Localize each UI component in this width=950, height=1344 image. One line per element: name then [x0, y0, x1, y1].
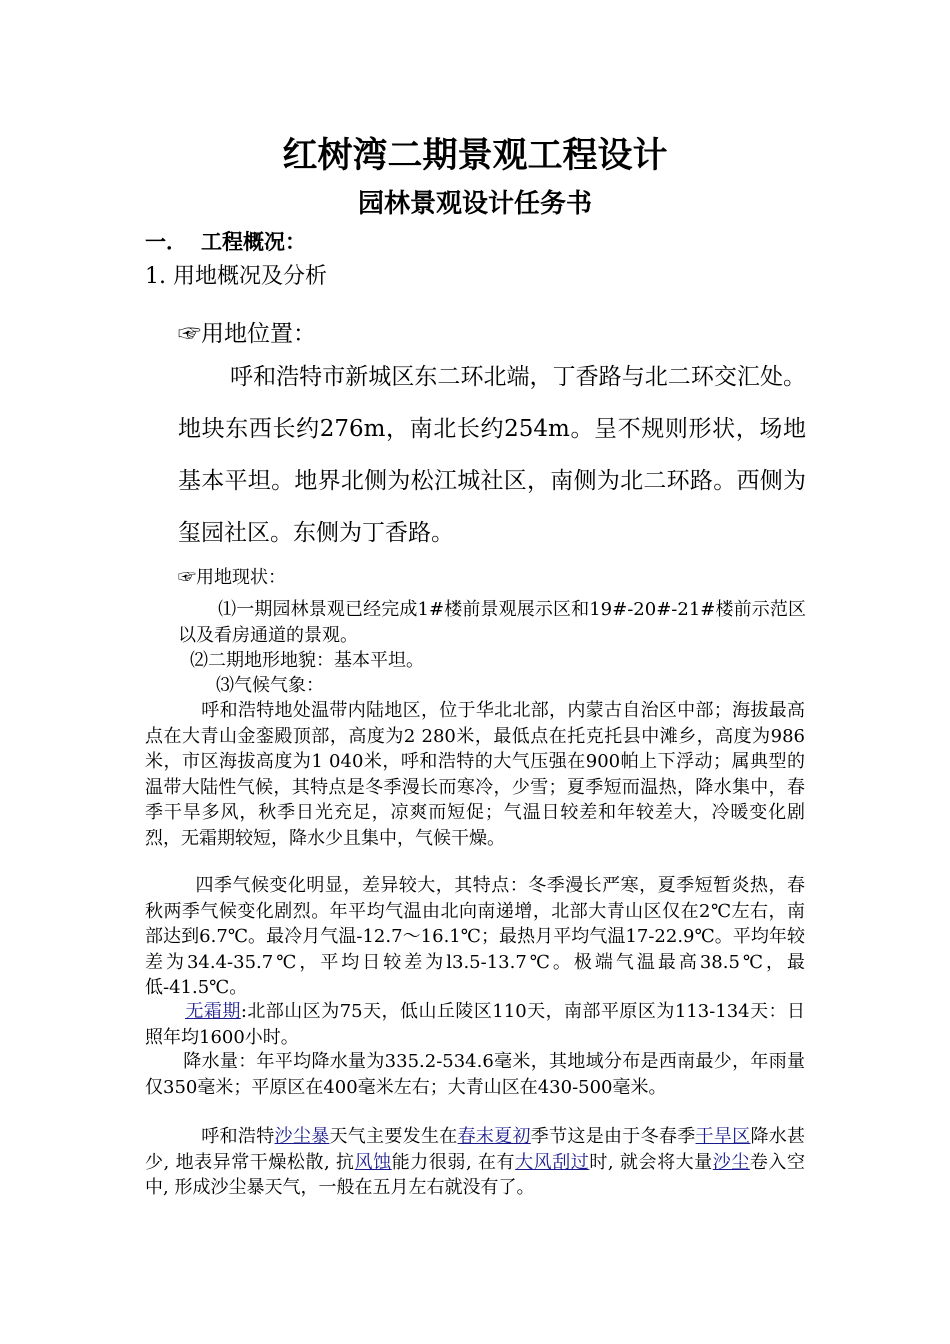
- location-heading-label: 用地位置：: [201, 321, 316, 347]
- subsection-heading: 1. 用地概况及分析: [145, 264, 327, 289]
- section-number: 一．: [145, 230, 187, 254]
- location-heading: [178, 315, 316, 348]
- sand-text-1: 呼和浩特: [201, 1126, 275, 1147]
- document-title: 红树湾二期景观工程设计: [282, 136, 668, 176]
- sand-text-6: 时, 就会将大量: [589, 1151, 713, 1173]
- pointing-hand-icon: ☞: [178, 321, 201, 347]
- frost-paragraph: [145, 999, 805, 1050]
- rainfall-text: 降水量：年平均降水量为335.2-534.6毫米，其地域分布是西南最少，年雨量仅350毫米；平原区在400毫米左右；大青山区在430-500毫米。: [145, 1051, 805, 1098]
- location-paragraph: [178, 351, 806, 559]
- section-heading: [145, 226, 306, 256]
- document-subtitle: 园林景观设计任务书: [357, 189, 592, 219]
- rainfall-paragraph: [145, 1049, 805, 1100]
- climate-text-2: 四季气候变化明显，差异较大，其特点：冬季漫长严寒，夏季短暂炎热，春秋两季气候变化剧烈。年平均气温由北向南递增，北部大青山区仅在2℃左右，南部达到6.7℃。最冷月气温-12.7～16.1℃；最热月平均气温17-22.9℃。平均年较差为34.4-35.7℃，平均日较差为l3.5-13.7℃。极端气温最高38.5℃，最低-41.5℃。: [145, 875, 805, 998]
- status-item-2: ⑵二期地形地貌：基本平坦。: [190, 650, 424, 671]
- strong-wind-link[interactable]: 大风刮过: [515, 1151, 590, 1173]
- frost-period-link[interactable]: 无霜期: [185, 1001, 241, 1022]
- status-item-1-text: ⑴一期园林景观已经完成1#楼前景观展示区和19#-20#-21#楼前示范区以及看房通道的景观。: [178, 599, 806, 646]
- status-heading: [178, 563, 286, 589]
- arid-region-link[interactable]: 干旱区: [695, 1126, 751, 1147]
- sand-text-2: 天气主要发生在: [329, 1126, 458, 1147]
- section-label: 工程概况：: [201, 230, 306, 254]
- sand-text-5: 能力很弱, 在有: [391, 1151, 516, 1173]
- status-item-3: ⑶气候气象：: [216, 675, 324, 696]
- sandstorm-link[interactable]: 沙尘暴: [274, 1126, 330, 1147]
- climate-paragraph-1: [145, 698, 805, 851]
- status-item-1: [178, 597, 806, 648]
- sand-text-4: 降水甚少, 地表异常干燥松散, 抗: [145, 1126, 806, 1173]
- climate-paragraph-2: [145, 873, 805, 1001]
- sand-text-3: 季节这是由于冬春季: [530, 1126, 696, 1147]
- late-spring-link[interactable]: 春末夏初: [457, 1126, 531, 1147]
- climate-text-1: 呼和浩特地处温带内陆地区，位于华北北部，内蒙古自治区中部；海拔最高点在大青山金銮殿顶部，高度为2 280米，最低点在托克托县中滩乡，高度为986米，市区海拔高度为1 040米，呼和浩特的大气压强在900帕上下浮动；属典型的温带大陆性气候，其特点是冬季漫长而寒冷，少雪；夏季短而温热，降水集中，春季干旱多风，秋季日光充足，凉爽而短促；气温日较差和年较差大，冷暖变化剧烈，无霜期较短，降水少且集中，气候干燥。: [145, 700, 805, 849]
- location-text: 呼和浩特市新城区东二环北端，丁香路与北二环交汇处。地块东西长约276m，南北长约254m。呈不规则形状，场地基本平坦。地界北侧为松江城社区，南侧为北二环路。西侧为玺园社区。东侧为丁香路。: [178, 364, 806, 546]
- sand-text-7: 卷入空中, 形成沙尘暴天气，一般在五月左右就没有了。: [145, 1151, 805, 1198]
- pointing-hand-icon: ☞: [178, 567, 196, 588]
- wind-erosion-link[interactable]: 风蚀: [354, 1151, 392, 1173]
- sandstorm-paragraph: [145, 1124, 805, 1201]
- frost-text: :北部山区为75天，低山丘陵区110天，南部平原区为113-134天：日照年均1600小时。: [145, 1001, 806, 1048]
- sand-dust-link[interactable]: 沙尘: [712, 1151, 750, 1173]
- status-heading-label: 用地现状：: [196, 567, 286, 588]
